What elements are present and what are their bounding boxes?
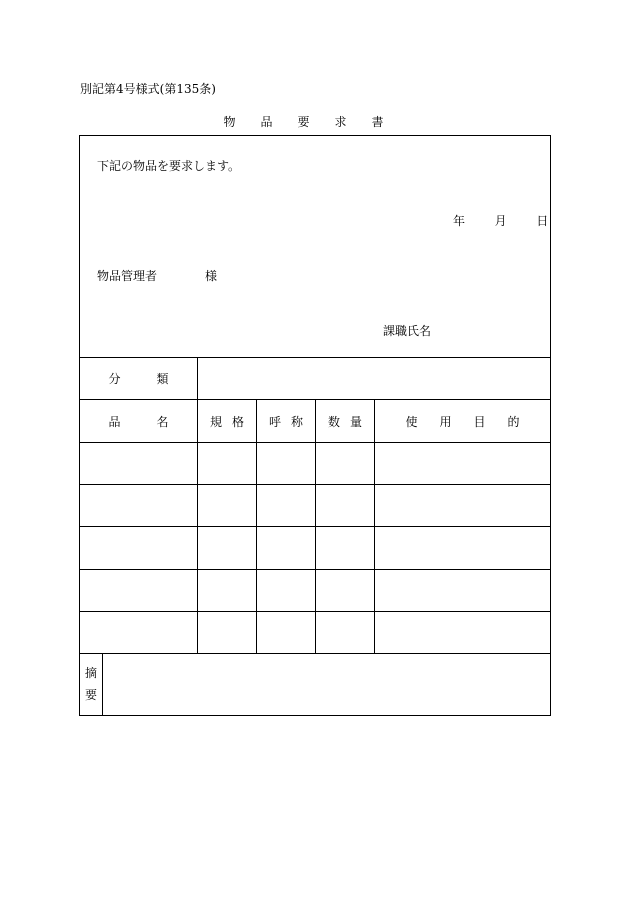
form-reference: 別記第4号様式(第135条) — [80, 82, 216, 96]
year-label: 年 — [453, 214, 466, 228]
column-header-designation — [257, 400, 315, 442]
request-statement: 下記の物品を要求します。 — [97, 159, 241, 173]
classification-label-cell — [80, 358, 205, 399]
spec-header-text: 規格 — [209, 414, 254, 429]
column-header-spec — [198, 400, 256, 442]
table-row[interactable] — [80, 612, 550, 653]
addressee-honorific: 様 — [205, 269, 218, 283]
table-row[interactable] — [80, 570, 550, 611]
classification-label: 分類 — [108, 372, 205, 386]
addressee-line — [97, 267, 217, 284]
column-header-quantity — [316, 400, 374, 442]
table-row[interactable] — [80, 485, 550, 526]
remarks-label-char-2: 要 — [84, 688, 97, 702]
column-header-purpose — [375, 400, 550, 442]
remarks-label-char-1: 摘 — [84, 666, 97, 680]
designation-header-text: 呼称 — [268, 414, 313, 429]
addressee-label: 物品管理者 — [97, 269, 158, 283]
date-line — [453, 212, 548, 229]
quantity-header-text: 数量 — [327, 414, 372, 429]
requester-label: 課職氏名 — [383, 324, 432, 338]
item-name-header-text: 品名 — [108, 414, 205, 429]
day-label: 日 — [536, 214, 549, 228]
month-label: 月 — [494, 214, 507, 228]
remarks-label — [80, 653, 102, 715]
purpose-header-text: 使用目的 — [405, 414, 542, 429]
table-row[interactable] — [80, 443, 550, 484]
column-header-item-name — [80, 400, 205, 442]
remarks-field[interactable] — [103, 654, 550, 715]
document-title: 物品要求書 — [223, 115, 409, 129]
classification-value-cell[interactable] — [198, 358, 550, 399]
table-row[interactable] — [80, 527, 550, 569]
form-frame — [79, 135, 551, 716]
